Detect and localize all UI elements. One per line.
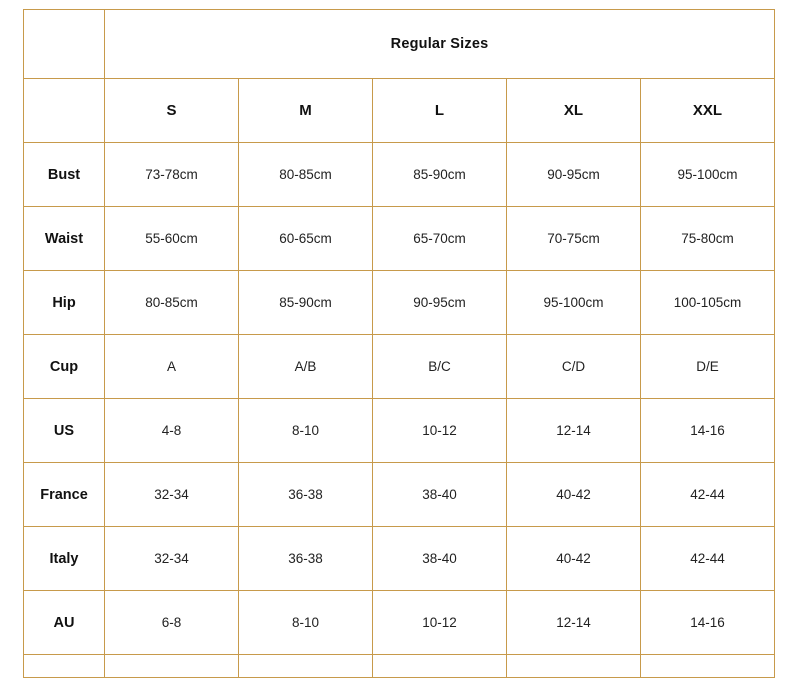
cell-au-xl: 12-14 — [507, 591, 641, 655]
table-row — [24, 207, 775, 271]
partial-cell-xxl — [641, 655, 775, 678]
column-header-xl: XL — [507, 79, 641, 143]
cell-au-xxl: 14-16 — [641, 591, 775, 655]
cell-france-m: 36-38 — [239, 463, 373, 527]
cell-bust-xl: 90-95cm — [507, 143, 641, 207]
table-row — [24, 591, 775, 655]
cell-us-s: 4-8 — [105, 399, 239, 463]
cell-bust-l: 85-90cm — [373, 143, 507, 207]
row-label-au: AU — [24, 591, 105, 655]
cell-cup-xl: C/D — [507, 335, 641, 399]
cell-bust-xxl: 95-100cm — [641, 143, 775, 207]
cell-us-m: 8-10 — [239, 399, 373, 463]
cell-hip-l: 90-95cm — [373, 271, 507, 335]
cell-italy-l: 38-40 — [373, 527, 507, 591]
cell-au-s: 6-8 — [105, 591, 239, 655]
cell-au-m: 8-10 — [239, 591, 373, 655]
cell-italy-xl: 40-42 — [507, 527, 641, 591]
table-row — [24, 271, 775, 335]
cell-italy-m: 36-38 — [239, 527, 373, 591]
cell-hip-xl: 95-100cm — [507, 271, 641, 335]
table-row — [24, 143, 775, 207]
cell-us-l: 10-12 — [373, 399, 507, 463]
table-row-partial — [24, 655, 775, 678]
cell-au-l: 10-12 — [373, 591, 507, 655]
cell-waist-s: 55-60cm — [105, 207, 239, 271]
row-label-waist: Waist — [24, 207, 105, 271]
table-row — [24, 335, 775, 399]
cell-waist-m: 60-65cm — [239, 207, 373, 271]
cell-waist-l: 65-70cm — [373, 207, 507, 271]
row-label-us: US — [24, 399, 105, 463]
size-chart-table — [23, 9, 775, 678]
cell-cup-xxl: D/E — [641, 335, 775, 399]
row-label-bust: Bust — [24, 143, 105, 207]
cell-cup-l: B/C — [373, 335, 507, 399]
cell-bust-s: 73-78cm — [105, 143, 239, 207]
partial-cell-xl — [507, 655, 641, 678]
cell-hip-xxl: 100-105cm — [641, 271, 775, 335]
cell-italy-xxl: 42-44 — [641, 527, 775, 591]
table-row — [24, 527, 775, 591]
partial-cell-l — [373, 655, 507, 678]
cell-bust-m: 80-85cm — [239, 143, 373, 207]
partial-cell-label — [24, 655, 105, 678]
table-row — [24, 463, 775, 527]
cell-italy-s: 32-34 — [105, 527, 239, 591]
table-title: Regular Sizes — [105, 10, 775, 79]
cell-us-xl: 12-14 — [507, 399, 641, 463]
cell-france-xl: 40-42 — [507, 463, 641, 527]
cell-cup-s: A — [105, 335, 239, 399]
cell-waist-xl: 70-75cm — [507, 207, 641, 271]
column-header-m: M — [239, 79, 373, 143]
header-corner-cell — [24, 79, 105, 143]
row-label-italy: Italy — [24, 527, 105, 591]
row-label-france: France — [24, 463, 105, 527]
cell-france-s: 32-34 — [105, 463, 239, 527]
size-chart-sheet — [0, 9, 799, 687]
cell-waist-xxl: 75-80cm — [641, 207, 775, 271]
cell-france-l: 38-40 — [373, 463, 507, 527]
row-label-hip: Hip — [24, 271, 105, 335]
row-label-cup: Cup — [24, 335, 105, 399]
title-corner-cell — [24, 10, 105, 79]
partial-cell-m — [239, 655, 373, 678]
cell-hip-s: 80-85cm — [105, 271, 239, 335]
table-row — [24, 399, 775, 463]
table-title-row — [24, 10, 775, 79]
cell-cup-m: A/B — [239, 335, 373, 399]
cell-hip-m: 85-90cm — [239, 271, 373, 335]
cell-us-xxl: 14-16 — [641, 399, 775, 463]
column-header-xxl: XXL — [641, 79, 775, 143]
cell-france-xxl: 42-44 — [641, 463, 775, 527]
column-header-s: S — [105, 79, 239, 143]
table-header-row — [24, 79, 775, 143]
partial-cell-s — [105, 655, 239, 678]
column-header-l: L — [373, 79, 507, 143]
